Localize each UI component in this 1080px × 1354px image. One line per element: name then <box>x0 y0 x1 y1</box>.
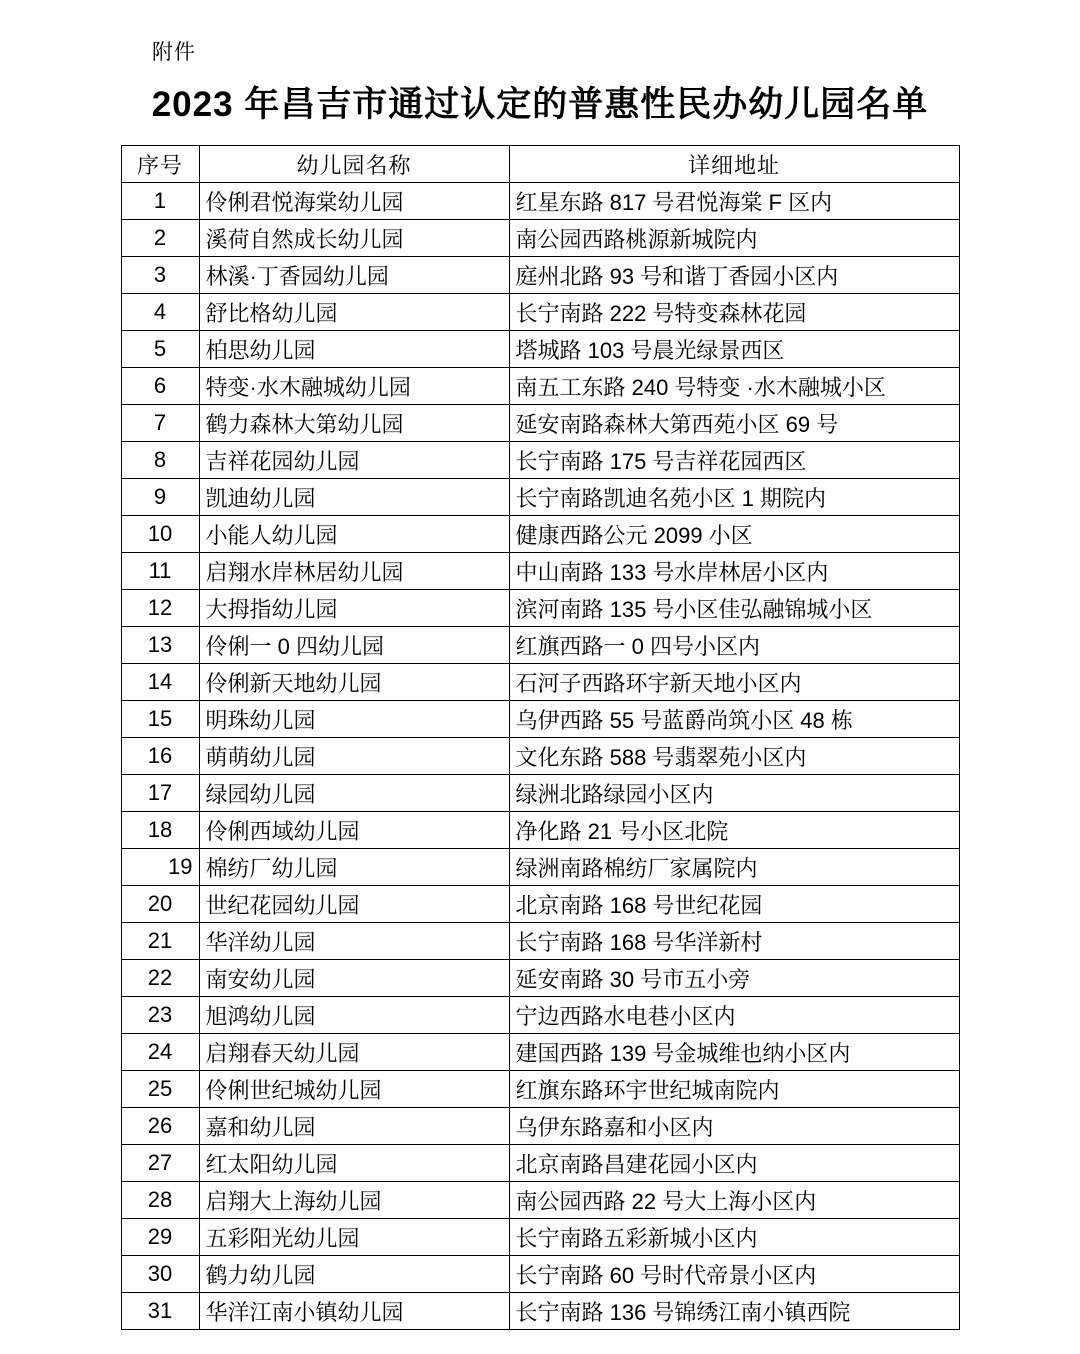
table-row <box>121 997 959 1034</box>
cell-index: 21 <box>121 923 199 960</box>
cell-address: 长宁南路 60 号时代帝景小区内 <box>509 1256 959 1293</box>
cell-address: 长宁南路五彩新城小区内 <box>509 1219 959 1256</box>
table-row <box>121 590 959 627</box>
table-row <box>121 1071 959 1108</box>
cell-index: 9 <box>121 479 199 516</box>
cell-index: 12 <box>121 590 199 627</box>
cell-address: 庭州北路 93 号和谐丁香园小区内 <box>509 257 959 294</box>
table-row <box>121 849 959 886</box>
cell-address: 长宁南路 168 号华洋新村 <box>509 923 959 960</box>
cell-index: 13 <box>121 627 199 664</box>
cell-index: 11 <box>121 553 199 590</box>
cell-index: 15 <box>121 701 199 738</box>
cell-index: 28 <box>121 1182 199 1219</box>
table-row <box>121 886 959 923</box>
cell-index: 24 <box>121 1034 199 1071</box>
cell-address: 乌伊西路 55 号蓝爵尚筑小区 48 栋 <box>509 701 959 738</box>
cell-name: 伶俐一 0 四幼儿园 <box>199 627 509 664</box>
cell-address: 南公园西路 22 号大上海小区内 <box>509 1182 959 1219</box>
cell-index: 6 <box>121 368 199 405</box>
table-row <box>121 553 959 590</box>
cell-index: 4 <box>121 294 199 331</box>
cell-name: 伶俐西域幼儿园 <box>199 812 509 849</box>
table-row <box>121 294 959 331</box>
cell-index: 10 <box>121 516 199 553</box>
table-row <box>121 1293 959 1330</box>
cell-name: 旭鸿幼儿园 <box>199 997 509 1034</box>
cell-address: 长宁南路 136 号锦绣江南小镇西院 <box>509 1293 959 1330</box>
cell-index: 17 <box>121 775 199 812</box>
table-row <box>121 923 959 960</box>
cell-address: 滨河南路 135 号小区佳弘融锦城小区 <box>509 590 959 627</box>
table-row <box>121 183 959 220</box>
cell-name: 世纪花园幼儿园 <box>199 886 509 923</box>
table-row <box>121 1256 959 1293</box>
table-row <box>121 331 959 368</box>
cell-name: 小能人幼儿园 <box>199 516 509 553</box>
cell-address: 绿洲南路棉纺厂家属院内 <box>509 849 959 886</box>
cell-address: 红星东路 817 号君悦海棠 F 区内 <box>509 183 959 220</box>
cell-index: 16 <box>121 738 199 775</box>
table-row <box>121 220 959 257</box>
cell-name: 舒比格幼儿园 <box>199 294 509 331</box>
cell-index: 14 <box>121 664 199 701</box>
cell-address: 乌伊东路嘉和小区内 <box>509 1108 959 1145</box>
cell-name: 伶俐君悦海棠幼儿园 <box>199 183 509 220</box>
cell-name: 嘉和幼儿园 <box>199 1108 509 1145</box>
cell-index: 2 <box>121 220 199 257</box>
cell-address: 绿洲北路绿园小区内 <box>509 775 959 812</box>
cell-name: 大拇指幼儿园 <box>199 590 509 627</box>
cell-name: 鹤力幼儿园 <box>199 1256 509 1293</box>
cell-address: 健康西路公元 2099 小区 <box>509 516 959 553</box>
cell-index: 19 <box>121 849 199 886</box>
cell-index: 27 <box>121 1145 199 1182</box>
cell-index: 18 <box>121 812 199 849</box>
table-row <box>121 1219 959 1256</box>
cell-address: 北京南路 168 号世纪花园 <box>509 886 959 923</box>
cell-address: 长宁南路 222 号特变森林花园 <box>509 294 959 331</box>
cell-name: 启翔水岸林居幼儿园 <box>199 553 509 590</box>
cell-name: 凯迪幼儿园 <box>199 479 509 516</box>
cell-address: 南五工东路 240 号特变 ·水木融城小区 <box>509 368 959 405</box>
cell-name: 特变·水木融城幼儿园 <box>199 368 509 405</box>
table-row <box>121 442 959 479</box>
table-row <box>121 257 959 294</box>
cell-address: 长宁南路凯迪名苑小区 1 期院内 <box>509 479 959 516</box>
cell-address: 南公园西路桃源新城院内 <box>509 220 959 257</box>
table-row <box>121 627 959 664</box>
column-header-index: 序号 <box>121 146 199 183</box>
cell-index: 29 <box>121 1219 199 1256</box>
cell-index: 31 <box>121 1293 199 1330</box>
cell-index: 7 <box>121 405 199 442</box>
cell-index: 26 <box>121 1108 199 1145</box>
cell-name: 柏思幼儿园 <box>199 331 509 368</box>
cell-name: 鹤力森林大第幼儿园 <box>199 405 509 442</box>
cell-address: 延安南路 30 号市五小旁 <box>509 960 959 997</box>
cell-address: 石河子西路环宇新天地小区内 <box>509 664 959 701</box>
cell-name: 红太阳幼儿园 <box>199 1145 509 1182</box>
table-row <box>121 701 959 738</box>
table-row <box>121 664 959 701</box>
cell-name: 华洋幼儿园 <box>199 923 509 960</box>
cell-index: 5 <box>121 331 199 368</box>
table-row <box>121 479 959 516</box>
table-row <box>121 775 959 812</box>
cell-index: 30 <box>121 1256 199 1293</box>
table-row <box>121 812 959 849</box>
table-row <box>121 1182 959 1219</box>
table-row <box>121 1108 959 1145</box>
cell-name: 启翔春天幼儿园 <box>199 1034 509 1071</box>
table-header-row <box>121 146 959 183</box>
attachment-label: 附件 <box>152 41 196 64</box>
cell-address: 北京南路昌建花园小区内 <box>509 1145 959 1182</box>
cell-address: 延安南路森林大第西苑小区 69 号 <box>509 405 959 442</box>
cell-address: 建国西路 139 号金城维也纳小区内 <box>509 1034 959 1071</box>
cell-name: 启翔大上海幼儿园 <box>199 1182 509 1219</box>
cell-name: 吉祥花园幼儿园 <box>199 442 509 479</box>
table-row <box>121 368 959 405</box>
cell-index: 25 <box>121 1071 199 1108</box>
cell-name: 伶俐新天地幼儿园 <box>199 664 509 701</box>
cell-address: 长宁南路 175 号吉祥花园西区 <box>509 442 959 479</box>
cell-index: 20 <box>121 886 199 923</box>
table-row <box>121 1034 959 1071</box>
table-row <box>121 405 959 442</box>
table-row <box>121 738 959 775</box>
cell-address: 宁边西路水电巷小区内 <box>509 997 959 1034</box>
cell-address: 净化路 21 号小区北院 <box>509 812 959 849</box>
cell-name: 林溪·丁香园幼儿园 <box>199 257 509 294</box>
cell-name: 溪荷自然成长幼儿园 <box>199 220 509 257</box>
cell-address: 塔城路 103 号晨光绿景西区 <box>509 331 959 368</box>
kindergarten-list-table <box>121 145 960 1330</box>
cell-name: 萌萌幼儿园 <box>199 738 509 775</box>
cell-name: 绿园幼儿园 <box>199 775 509 812</box>
page-title: 2023 年昌吉市通过认定的普惠性民办幼儿园名单 <box>151 85 929 125</box>
cell-index: 22 <box>121 960 199 997</box>
cell-name: 伶俐世纪城幼儿园 <box>199 1071 509 1108</box>
cell-address: 红旗西路一 0 四号小区内 <box>509 627 959 664</box>
column-header-address: 详细地址 <box>509 146 959 183</box>
column-header-name: 幼儿园名称 <box>199 146 509 183</box>
cell-name: 华洋江南小镇幼儿园 <box>199 1293 509 1330</box>
cell-address: 中山南路 133 号水岸林居小区内 <box>509 553 959 590</box>
table-row <box>121 1145 959 1182</box>
table-row <box>121 516 959 553</box>
cell-address: 红旗东路环宇世纪城南院内 <box>509 1071 959 1108</box>
cell-index: 23 <box>121 997 199 1034</box>
cell-name: 南安幼儿园 <box>199 960 509 997</box>
cell-name: 棉纺厂幼儿园 <box>199 849 509 886</box>
cell-name: 明珠幼儿园 <box>199 701 509 738</box>
cell-address: 文化东路 588 号翡翠苑小区内 <box>509 738 959 775</box>
cell-index: 8 <box>121 442 199 479</box>
table-row <box>121 960 959 997</box>
cell-index: 1 <box>121 183 199 220</box>
cell-name: 五彩阳光幼儿园 <box>199 1219 509 1256</box>
cell-index: 3 <box>121 257 199 294</box>
